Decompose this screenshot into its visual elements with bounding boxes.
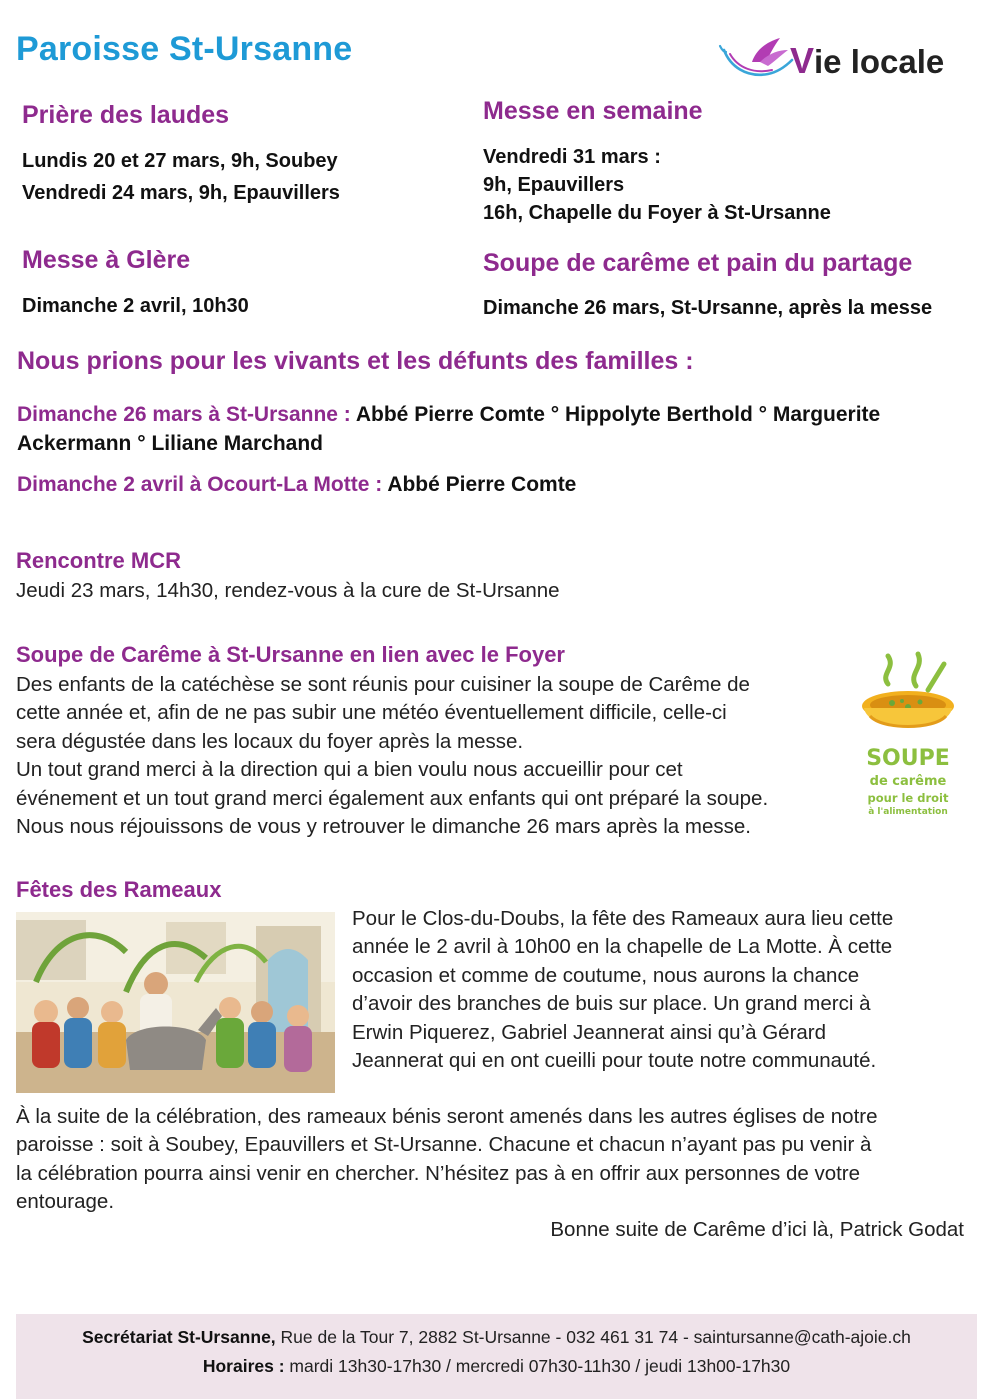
- rameaux-full-text: [16, 1103, 878, 1217]
- mcr-line: Jeudi 23 mars, 14h30, rendez-vous à la cure de St-Ursanne: [16, 579, 560, 602]
- rameaux-side-line: Erwin Piquerez, Gabriel Jeannerat ainsi qu’à Gérard: [352, 1020, 827, 1044]
- soup-bowl-icon: [858, 650, 958, 750]
- footer-contact: [16, 1314, 977, 1399]
- rameaux-full-line: la célébration pourra ainsi venir en chercher. N’hésitez pas à en offrir aux personnes de votre: [16, 1161, 861, 1185]
- footer-text-2: mardi 13h30-17h30 / mercredi 07h30-11h30 / jeudi 13h00-17h30: [284, 1356, 791, 1376]
- soupe-careme-line: sera dégustée dans les locaux du foyer après la messe.: [16, 729, 524, 753]
- semaine-line-2: 9h, Epauvillers: [483, 174, 625, 196]
- prayer-entry-2-label: Dimanche 2 avril à Ocourt-La Motte :: [17, 473, 383, 496]
- logo-wordmark: Vie locale: [790, 40, 945, 81]
- badge-soupe-word: SOUPE: [866, 746, 950, 771]
- rameaux-side-text: [352, 905, 893, 1075]
- footer-text-1: Rue de la Tour 7, 2882 St-Ursanne - 032 461 31 74 - saintursanne@cath-ajoie.ch: [275, 1327, 911, 1347]
- prayer-entry-1-label: Dimanche 26 mars à St-Ursanne :: [17, 403, 351, 426]
- prayer-entry-1-names-cont: Ackermann ° Liliane Marchand: [17, 432, 323, 455]
- mcr-heading: Rencontre MCR: [16, 548, 182, 573]
- soupe-careme-line: événement et un tout grand merci également aux enfants qui ont préparé la soupe.: [16, 786, 769, 810]
- rameaux-illustration: [16, 912, 335, 1093]
- prayer-entry-1-names: Abbé Pierre Comte ° Hippolyte Berthold ° Marguerite: [355, 403, 881, 426]
- laudes-heading: Prière des laudes: [22, 101, 230, 129]
- soupe-careme-line: Nous nous réjouissons de vous y retrouver le dimanche 26 mars après la messe.: [16, 815, 751, 839]
- footer-label-1: Secrétariat St-Ursanne,: [82, 1327, 276, 1347]
- rameaux-side-line: d’avoir des branches de buis sur place. Un grand merci à: [352, 992, 871, 1016]
- prayer-entry-2-names: Abbé Pierre Comte: [387, 473, 577, 496]
- palm-sunday-illustration-icon: [16, 912, 335, 1093]
- laudes-line-2: Vendredi 24 mars, 9h, Epauvillers: [22, 182, 340, 204]
- prayer-entry-2: [17, 470, 576, 499]
- semaine-line-3: 16h, Chapelle du Foyer à St-Ursanne: [483, 202, 831, 224]
- rameaux-full-line: entourage.: [16, 1190, 115, 1214]
- semaine-line-1: Vendredi 31 mars :: [483, 146, 661, 168]
- vie-locale-logo: [716, 30, 966, 90]
- rameaux-side-line: occasion et comme de coutume, nous aurons la chance: [352, 963, 860, 987]
- soupe-careme-line: cette année et, afin de ne pas subir une météo éventuellement difficile, celle-ci: [16, 701, 727, 725]
- badge-line-3: à l'alimentation: [868, 807, 948, 817]
- soupe-careme-badge: [858, 650, 958, 830]
- footer-label-2: Horaires :: [202, 1356, 285, 1376]
- rameaux-side-line: année le 2 avril à 10h00 en la chapelle de La Motte. À cette: [352, 935, 893, 959]
- prayer-entry-1: [17, 400, 967, 458]
- glere-heading: Messe à Glère: [22, 246, 191, 274]
- footer-line-2: [16, 1356, 977, 1377]
- semaine-heading: Messe en semaine: [483, 97, 703, 125]
- rameaux-heading: Fêtes des Rameaux: [16, 877, 222, 902]
- soupe-careme-line: Des enfants de la catéchèse se sont réunis pour cuisiner la soupe de Carême de: [16, 673, 750, 696]
- rameaux-side-line: Jeannerat qui en ont cueilli pour toute notre communauté.: [352, 1049, 877, 1073]
- badge-line-1: de carême: [869, 774, 947, 789]
- glere-line: Dimanche 2 avril, 10h30: [22, 295, 249, 317]
- badge-line-2: pour le droit: [867, 791, 949, 805]
- page-title: Paroisse St-Ursanne: [16, 30, 353, 68]
- signature: Bonne suite de Carême d’ici là, Patrick Godat: [550, 1218, 964, 1241]
- prayers-heading: Nous prions pour les vivants et les défunts des familles :: [17, 347, 694, 375]
- rameaux-full-line: À la suite de la célébration, des rameaux bénis seront amenés dans les autres églises de notre: [16, 1105, 878, 1128]
- soupe-partage-line: Dimanche 26 mars, St-Ursanne, après la messe: [483, 297, 933, 319]
- soupe-careme-body: [16, 671, 768, 841]
- soupe-careme-heading: Soupe de Carême à St-Ursanne en lien avec le Foyer: [16, 642, 565, 667]
- footer-line-1: [16, 1327, 977, 1348]
- soupe-careme-line: Un tout grand merci à la direction qui a bien voulu nous accueillir pour cet: [16, 758, 683, 782]
- rameaux-side-line: Pour le Clos-du-Doubs, la fête des Rameaux aura lieu cette: [352, 907, 894, 930]
- soupe-partage-heading: Soupe de carême et pain du partage: [483, 249, 913, 277]
- rameaux-full-line: paroisse : soit à Soubey, Epauvillers et St-Ursanne. Chacune et chacun n’ayant pas pu venir à: [16, 1133, 872, 1157]
- laudes-line-1: Lundis 20 et 27 mars, 9h, Soubey: [22, 150, 338, 172]
